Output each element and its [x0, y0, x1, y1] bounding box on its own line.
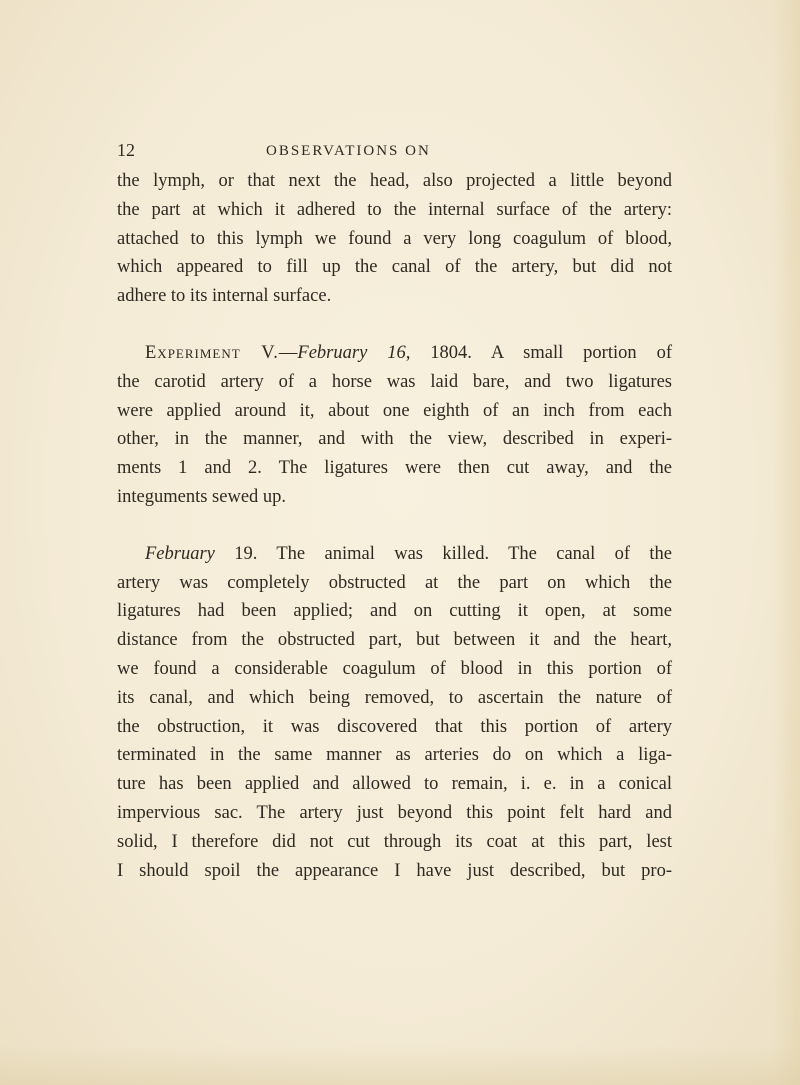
- text-line: I should spoil the appearance I have just described, but pro-: [117, 860, 672, 881]
- page-edge-shadow: [772, 0, 800, 1085]
- heading-dash: —: [278, 342, 298, 363]
- text-line: attached to this lymph we found a very long coagulum of blood,: [117, 228, 672, 249]
- text-line: artery was completely obstructed at the part on which the: [117, 572, 672, 593]
- text-line: were applied around it, about one eighth of an inch from each: [117, 400, 672, 421]
- text-line: the obstruction, it was discovered that this portion of artery: [117, 716, 672, 737]
- paragraph-continuation: [117, 167, 672, 311]
- text-line: integuments sewed up.: [117, 486, 287, 507]
- text-line: we found a considerable coagulum of blood in this portion of: [117, 658, 672, 679]
- text-line: adhere to its internal surface.: [117, 286, 332, 307]
- text-line: distance from the obstructed part, but between it and the heart,: [117, 630, 672, 651]
- text-line: the carotid artery of a horse was laid bare, and two ligatures: [117, 371, 672, 392]
- experiment-heading: Experiment V.: [145, 342, 279, 363]
- text-line: its canal, and which being removed, to ascertain the nature of: [117, 687, 672, 708]
- text-line: [117, 339, 672, 368]
- text-line: the part at which it adhered to the internal surface of the artery:: [117, 199, 672, 220]
- text-line: the lymph, or that next the head, also projected a little beyond: [117, 171, 672, 191]
- experiment-date: February 16,: [297, 342, 411, 363]
- text-line: terminated in the same manner as arteries do on which a liga-: [117, 745, 672, 766]
- text-line: solid, I therefore did not cut through its coat at this part, lest: [117, 831, 672, 852]
- text-line: [117, 540, 672, 569]
- page-number: 12: [117, 140, 135, 160]
- entry-date: February: [145, 543, 215, 564]
- text-line: impervious sac. The artery just beyond this point felt hard and: [117, 802, 672, 823]
- body-text: [117, 167, 672, 885]
- running-title: OBSERVATIONS ON: [266, 143, 431, 159]
- page-bottom-shadow: [0, 1045, 800, 1085]
- text-line: which appeared to fill up the canal of the artery, but did not: [117, 257, 672, 278]
- first-line-text: 19. The animal was killed. The canal of the: [214, 543, 672, 564]
- text-line: ture has been applied and allowed to remain, i. e. in a conical: [117, 774, 672, 795]
- text-line: ligatures had been applied; and on cutting it open, at some: [117, 601, 672, 622]
- first-line-text: 1804. A small portion of: [410, 342, 672, 363]
- paragraph-experiment-v: [117, 339, 672, 512]
- text-line: other, in the manner, and with the view, described in experi-: [117, 429, 672, 450]
- paragraph-spacer: [117, 512, 672, 540]
- text-line: ments 1 and 2. The ligatures were then cut away, and the: [117, 458, 672, 479]
- paragraph-spacer: [117, 311, 672, 339]
- paragraph-february-19: [117, 540, 672, 886]
